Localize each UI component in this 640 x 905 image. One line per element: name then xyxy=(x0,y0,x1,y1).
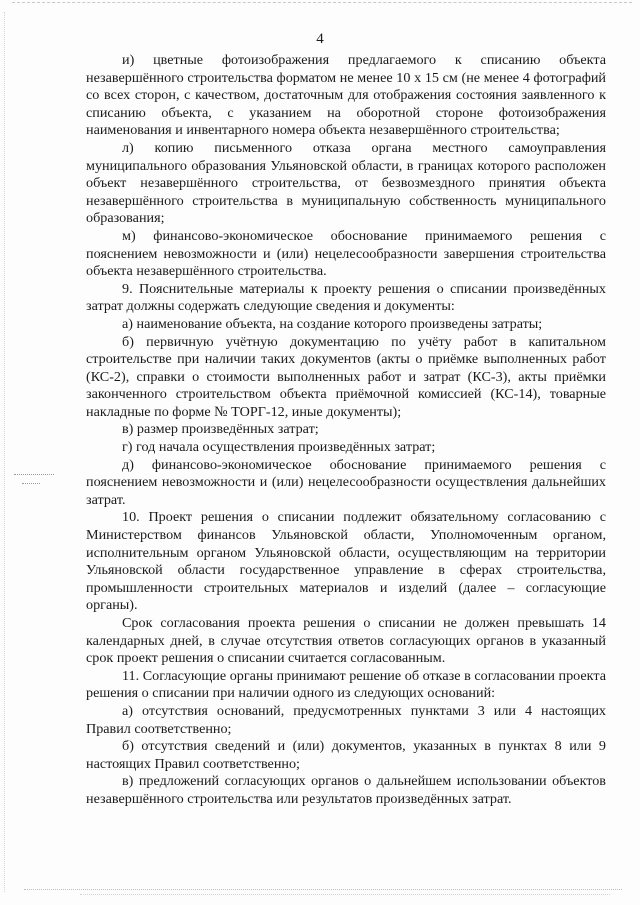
scan-edge-top xyxy=(12,2,632,4)
paragraph-section-11: 11. Согласующие органы принимают решение об отказе в согласовании проекта решения о списании при наличии одного из следующих оснований: xyxy=(86,667,606,702)
margin-mark xyxy=(14,474,54,481)
paragraph-section-10: 10. Проект решения о списании подлежит обязательному согласованию с Министерством финансов Ульяновской области, Уполномоченным органом, исполнительным органом Ульяновской области, осуществляющим на территории Ульяновской области государственное управление в сферах строительства, промышленности строительных материалов и изделий (далее – согласующие органы). xyxy=(86,509,606,614)
paragraph-item-i: и) цветные фотоизображения предлагаемого к списанию объекта незавершённого строительства форматом не менее 10 х 15 см (не менее 4 фотографий со всех сторон, с качеством, достаточным для отображения состояния заявленного к списанию объекта, с указанием на оборотной стороне фотоизображения наименования и инвентарного номера объекта незавершённого строительства; xyxy=(86,52,606,139)
page-number: 4 xyxy=(316,31,324,47)
paragraph-refusal-a: а) отсутствия оснований, предусмотренных пунктами 3 или 4 настоящих Правил соответственно; xyxy=(86,702,606,737)
paragraph-item-b: б) первичную учётную документацию по учёту работ в капитальном строительстве при наличии таких документов (акты о приёмке выполненных работ (КС-2), справки о стоимости выполненных работ и затрат (КС-3), акты приёмки законченного строительством объекта приёмочной комиссией (КС-14), товарные накладные по форме № ТОРГ-12, иные документы); xyxy=(86,333,606,420)
paragraph-approval-term: Срок согласования проекта решения о списании не должен превышать 14 календарных дней, в случае отсутствия ответов согласующих органов в указанный срок проект решения о списании считается согласованным. xyxy=(86,615,606,667)
paragraph-refusal-b: б) отсутствия сведений и (или) документов, указанных в пунктах 8 или 9 настоящих Правил соответственно; xyxy=(86,738,606,772)
paragraph-item-a: а) наименование объекта, на создание которого произведены затраты; xyxy=(122,315,543,332)
scan-footer-noise xyxy=(80,894,610,899)
document-body xyxy=(86,52,606,809)
margin-mark xyxy=(22,483,40,490)
paragraph-item-l: л) копию письменного отказа органа местного самоуправления муниципального образования Ульяновской области, в границах которого расположен объект незавершённого строительства, от безвозмездного принятия объекта незавершённого строительства в муниципальную собственность муниципального образования; xyxy=(86,139,606,227)
scan-edge-left xyxy=(4,12,6,892)
paragraph-item-v: в) размер произведённых затрат; xyxy=(122,421,319,438)
paragraph-item-d: д) финансово-экономическое обоснование принимаемого решения с пояснением невозможности и (или) нецелесообразности осуществления дальнейших затрат. xyxy=(86,456,606,508)
paragraph-section-9: 9. Пояснительные материалы к проекту решения о списании произведённых затрат должны содержать следующие сведения и документы: xyxy=(86,280,606,315)
paragraph-refusal-v: в) предложений согласующих органов о дальнейшем использовании объектов незавершённого строительства или результатов произведённых затрат. xyxy=(86,773,606,807)
paragraph-item-g: г) год начала осуществления произведённых затрат; xyxy=(122,439,436,456)
scan-edge-bottom xyxy=(24,889,622,891)
paragraph-item-m: м) финансово-экономическое обоснование принимаемого решения с пояснением невозможности и (или) нецелесообразности завершения строительства объекта незавершённого строительства. xyxy=(86,227,606,280)
